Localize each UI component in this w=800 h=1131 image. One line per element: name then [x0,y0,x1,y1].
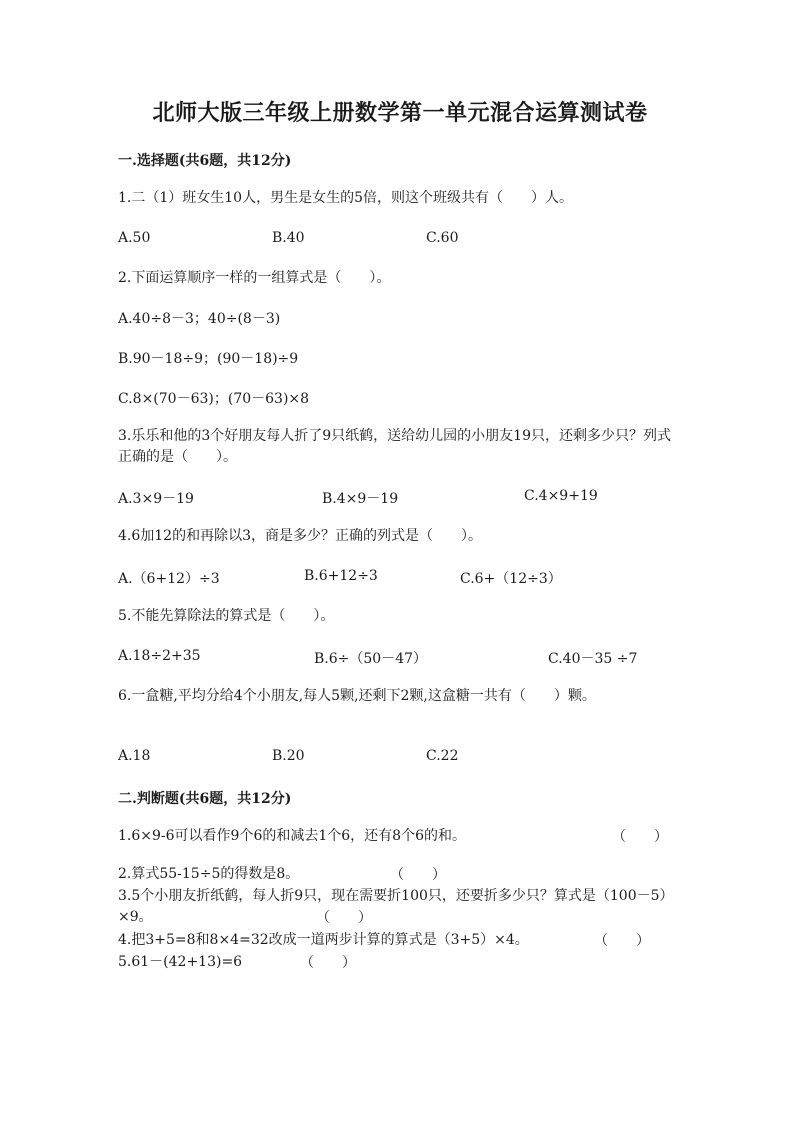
question-1-option-c: C.60 [426,230,459,246]
judge-question-2-answer-blank: （ ） [390,867,446,883]
question-2-option-c: C.8×(70－63)；(70－63)×8 [118,391,310,407]
question-5-option-a: A.18÷2+35 [118,648,201,664]
question-6-option-a: A.18 [118,748,151,764]
question-4-option-b: B.6+12÷3 [304,568,378,584]
judge-question-2: 2.算式55-15÷5的得数是8。 [118,866,300,882]
question-3: 3.乐乐和他的3个好朋友每人折了9只纸鹤，送给幼儿园的小朋友19只，还剩多少只？列式正确的是（ ）。 [118,428,671,465]
question-5-option-c: C.40－35 ÷7 [548,651,638,667]
question-3-option-a: A.3×9－19 [118,491,194,507]
section-heading-judgement: 二.判断题(共6题，共12分) [118,791,292,807]
question-2: 2.下面运算顺序一样的一组算式是（ ）。 [118,270,391,286]
question-1: 1.二（1）班女生10人，男生是女生的5倍，则这个班级共有（ ）人。 [118,190,573,206]
question-2-option-b: B.90－18÷9；(90－18)÷9 [118,351,299,367]
judge-question-1-answer-blank: （ ） [612,829,668,845]
question-2-option-a: A.40÷8－3；40÷(8－3) [118,311,281,327]
judge-question-1: 1.6×9-6可以看作9个6的和减去1个6，还有8个6的和。 [118,828,466,844]
judge-question-3-answer-blank: （ ） [316,910,372,926]
question-4-option-a: A.（6+12）÷3 [118,571,220,587]
judge-question-5-answer-blank: （ ） [300,955,356,971]
question-6-option-b: B.20 [272,748,305,764]
question-3-option-c: C.4×9+19 [524,488,598,504]
question-6: 6.一盒糖,平均分给4个小朋友,每人5颗,还剩下2颗,这盒糖一共有（ ）颗。 [118,688,596,704]
judge-question-4-answer-blank: （ ） [594,933,650,949]
question-4-option-c: C.6+（12÷3） [460,571,562,587]
judge-question-4: 4.把3+5=8和8×4=32改成一道两步计算的算式是（3+5）×4。 [118,932,529,948]
judge-question-5: 5.61－(42+13)=6 [118,954,243,970]
question-1-option-b: B.40 [272,230,305,246]
question-6-option-c: C.22 [426,748,459,764]
page-title: 北师大版三年级上册数学第一单元混合运算测试卷 [152,100,648,126]
judge-question-3: 3.5个小朋友折纸鹤，每人折9只，现在需要折100只，还要折多少只？算式是（100－5）×9。 [118,888,674,925]
section-heading-choice: 一.选择题(共6题，共12分) [118,153,292,169]
question-1-option-a: A.50 [118,230,151,246]
question-3-option-b: B.4×9－19 [322,491,399,507]
question-5: 5.不能先算除法的算式是（ ）。 [118,608,335,624]
question-4: 4.6加12的和再除以3，商是多少？正确的列式是（ ）。 [118,528,482,544]
question-5-option-b: B.6÷（50－47） [314,651,428,667]
